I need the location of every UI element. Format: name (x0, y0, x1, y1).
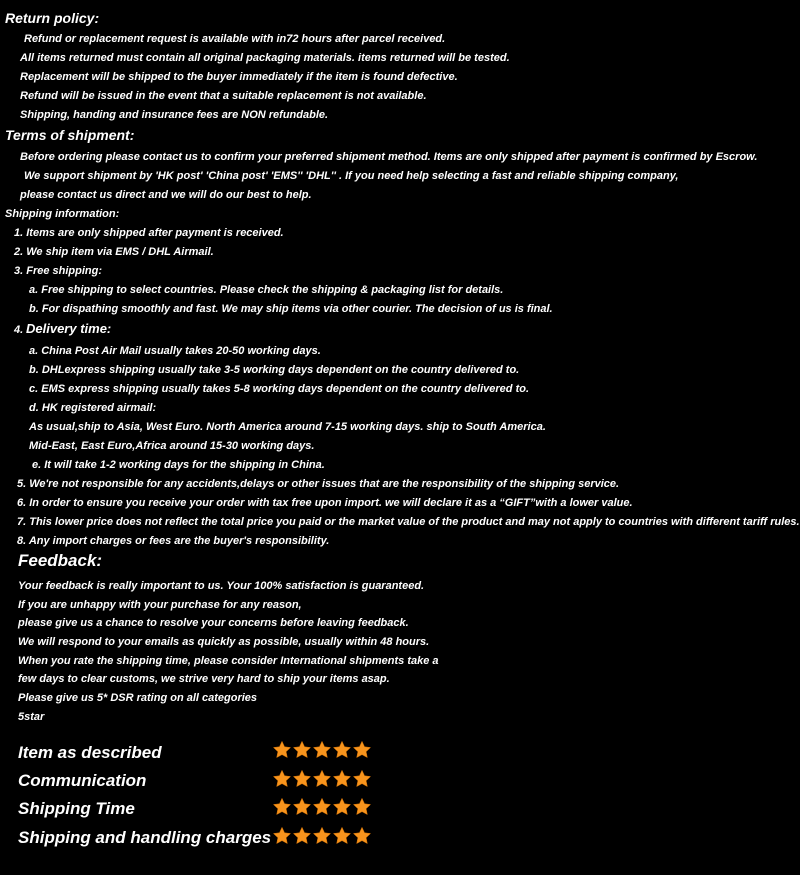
star-icon (352, 740, 372, 760)
terms-line: We support shipment by 'HK post' 'China post' 'EMS'' 'DHL'' . If you need help selecting a fast and reliable shipping company, (24, 170, 679, 182)
return-policy-line: Refund or replacement request is available with in72 hours after parcel received. (24, 33, 446, 45)
feedback-line: please give us a chance to resolve your concerns before leaving feedback. (18, 617, 409, 629)
shipping-subitem: b. For dispathing smoothly and fast. We may ship items via other courier. The decision of us is final. (29, 303, 553, 315)
shipping-subitem: d. HK registered airmail: (29, 402, 157, 414)
star-icon (272, 769, 292, 789)
feedback-heading: Feedback: (18, 551, 103, 570)
rating-stars-shipping-time (272, 797, 372, 817)
shipping-item: 7. This lower price does not reflect the total price you paid or the market value of the product and may not apply to countries with different tariff rules. (17, 516, 800, 528)
star-icon (312, 769, 332, 789)
star-icon (272, 797, 292, 817)
shipping-subitem: c. EMS express shipping usually takes 5-8 working days dependent on the country delivered to. (29, 383, 530, 395)
shipping-info-heading: Shipping information: (5, 208, 120, 220)
feedback-line: We will respond to your emails as quickly as possible, usually within 48 hours. (18, 636, 430, 648)
rating-label-communication: Communication (18, 771, 147, 790)
shipping-subitem: Mid-East, East Euro,Africa around 15-30 working days. (29, 440, 315, 452)
rating-label-shipping-time: Shipping Time (18, 799, 135, 818)
terms-line: Before ordering please contact us to confirm your preferred shipment method. Items are only shipped after payment is confirmed by Escrow. (20, 151, 758, 163)
star-icon (332, 797, 352, 817)
star-icon (312, 740, 332, 760)
rating-label-shipping-charges: Shipping and handling charges (18, 828, 272, 847)
star-icon (352, 769, 372, 789)
shipping-item: 6. In order to ensure you receive your order with tax free upon import. we will declare it as a “GIFT”with a lower value. (17, 497, 633, 509)
rating-stars-shipping-charges (272, 826, 372, 846)
rating-label-item-described: Item as described (18, 743, 162, 762)
terms-line: please contact us direct and we will do our best to help. (20, 189, 312, 201)
star-icon (292, 826, 312, 846)
shipping-item: 3. Free shipping: (14, 265, 103, 277)
shipping-item-number: 4. (14, 324, 24, 336)
star-icon (292, 797, 312, 817)
return-policy-line: Replacement will be shipped to the buyer immediately if the item is found defective. (20, 71, 458, 83)
star-icon (352, 826, 372, 846)
star-icon (312, 797, 332, 817)
shipping-item: 5. We're not responsible for any accidents,delays or other issues that are the responsibility of the shipping service. (17, 478, 620, 490)
shipping-item: 1. Items are only shipped after payment is received. (14, 227, 284, 239)
delivery-time-label: Delivery time: (26, 321, 112, 336)
terms-heading: Terms of shipment: (5, 127, 135, 143)
rating-stars-communication (272, 769, 372, 789)
star-icon (272, 740, 292, 760)
shipping-item: 2. We ship item via EMS / DHL Airmail. (14, 246, 214, 258)
shipping-subitem: As usual,ship to Asia, West Euro. North America around 7-15 working days. ship to South America. (29, 421, 546, 433)
star-icon (332, 769, 352, 789)
return-policy-line: All items returned must contain all original packaging materials. items returned will be tested. (20, 52, 510, 64)
shipping-subitem: a. China Post Air Mail usually takes 20-50 working days. (29, 345, 321, 357)
star-icon (292, 769, 312, 789)
feedback-line: When you rate the shipping time, please consider International shipments take a (18, 655, 439, 667)
feedback-line: few days to clear customs, we strive very hard to ship your items asap. (18, 673, 390, 685)
feedback-line: 5star (18, 711, 45, 723)
star-icon (312, 826, 332, 846)
shipping-subitem: e. It will take 1-2 working days for the shipping in China. (32, 459, 325, 471)
rating-stars-item-described (272, 740, 372, 760)
return-policy-line: Shipping, handing and insurance fees are NON refundable. (20, 109, 329, 121)
feedback-line: Please give us 5* DSR rating on all categories (18, 692, 258, 704)
star-icon (332, 826, 352, 846)
shipping-item: 8. Any import charges or fees are the buyer's responsibility. (17, 535, 330, 547)
shipping-subitem: b. DHLexpress shipping usually take 3-5 working days dependent on the country delivered to. (29, 364, 520, 376)
feedback-line: If you are unhappy with your purchase for any reason, (18, 599, 302, 611)
star-icon (352, 797, 372, 817)
feedback-line: Your feedback is really important to us. Your 100% satisfaction is guaranteed. (18, 580, 425, 592)
star-icon (272, 826, 292, 846)
shipping-subitem: a. Free shipping to select countries. Please check the shipping & packaging list for details. (29, 284, 504, 296)
star-icon (332, 740, 352, 760)
return-policy-line: Refund will be issued in the event that a suitable replacement is not available. (20, 90, 427, 102)
star-icon (292, 740, 312, 760)
return-policy-heading: Return policy: (5, 10, 100, 26)
